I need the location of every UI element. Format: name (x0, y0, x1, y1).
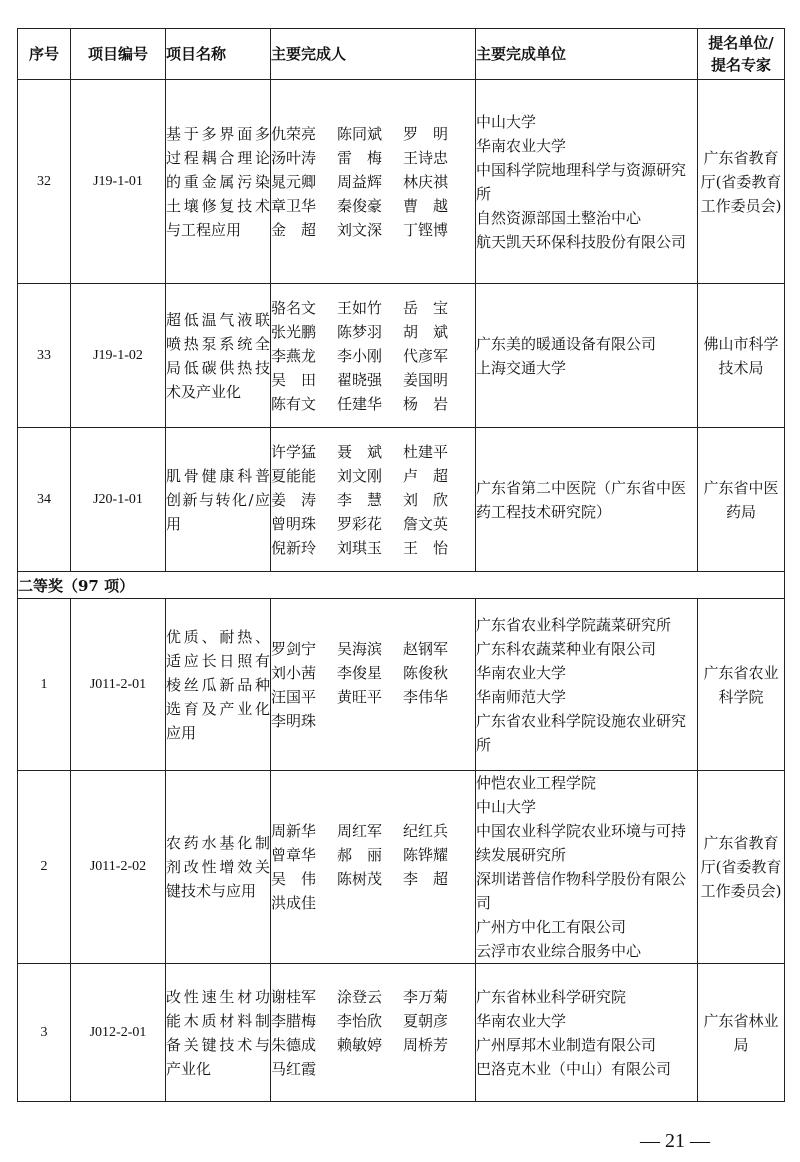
contributor-name: 赵钢军 (403, 639, 449, 658)
unit-name: 广州方中化工有限公司 (476, 918, 627, 936)
unit-name: 自然资源部国土整治中心 (476, 208, 642, 227)
contributor-name: 吴 伟 (271, 870, 317, 888)
row-number: 3 (18, 964, 71, 1102)
unit-name: 中国农业科学院农业环境与可持续发展研究所 (476, 822, 687, 864)
contributor-name: 纪红兵 (403, 822, 449, 840)
contributor-name: 汤叶涛 (271, 148, 317, 167)
unit-name: 广东省林业科学研究院 (476, 987, 627, 1006)
section-title: 二等奖（97 项） (18, 572, 785, 599)
contributor-name: 李小刚 (337, 346, 383, 365)
contributor-name: 秦俊豪 (337, 196, 383, 215)
contributor-name: 章卫华 (271, 196, 317, 215)
main-contributors (271, 284, 476, 428)
unit-name: 上海交通大学 (476, 358, 567, 377)
main-units (476, 284, 698, 428)
contributor-name: 李怡欣 (337, 1011, 383, 1030)
contributor-name: 詹文英 (403, 514, 449, 533)
table-row (18, 284, 785, 428)
contributor-name: 罗剑宁 (271, 639, 317, 658)
contributor-name: 杨 岩 (403, 394, 449, 413)
contributor-name: 李燕龙 (271, 346, 317, 365)
contributor-name: 罗 明 (403, 124, 449, 143)
project-code: J19-1-01 (71, 80, 166, 284)
contributor-name: 王 怡 (403, 538, 449, 557)
contributor-name: 刘 欣 (403, 490, 449, 509)
header-nominator-line2: 提名专家 (710, 56, 771, 74)
contributor-name: 张光鹏 (271, 322, 317, 341)
contributor-name: 陈铧耀 (403, 846, 449, 864)
contributor-name: 谢桂军 (271, 987, 317, 1006)
unit-name: 华南农业大学 (476, 663, 567, 682)
table-row (18, 428, 785, 572)
contributor-name: 黄旺平 (337, 687, 383, 706)
contributor-name: 吴 田 (271, 370, 317, 389)
contributor-name: 周红军 (337, 822, 383, 840)
project-name: 肌骨健康科普创新与转化/应用 (166, 428, 271, 572)
table-row (18, 964, 785, 1102)
project-code: J011-2-01 (71, 599, 166, 771)
contributor-name: 岳 宝 (403, 298, 449, 317)
unit-name: 中国科学院地理科学与资源研究所 (476, 160, 687, 203)
table-row (18, 80, 785, 284)
project-code: J012-2-01 (71, 964, 166, 1102)
contributor-name: 聂 斌 (337, 442, 383, 461)
contributor-name: 林庆祺 (403, 172, 449, 191)
contributor-name: 曹 越 (403, 196, 449, 215)
contributor-name: 李明珠 (271, 711, 317, 730)
contributor-name: 周新华 (271, 822, 317, 840)
row-number: 2 (18, 771, 71, 964)
main-units (476, 599, 698, 771)
main-contributors (271, 428, 476, 572)
contributor-name: 陈树茂 (337, 870, 383, 888)
unit-name: 华南农业大学 (476, 1011, 567, 1030)
main-units (476, 771, 698, 964)
contributor-name: 姜 涛 (271, 490, 317, 509)
nominator: 广东省教育厅(省委教育工作委员会) (698, 771, 785, 964)
contributor-name: 陈俊秋 (403, 663, 449, 682)
contributor-name: 李俊星 (337, 663, 383, 682)
contributor-name: 周益辉 (337, 172, 383, 191)
header-no: 序号 (18, 29, 71, 80)
contributor-name: 曾章华 (271, 846, 317, 864)
contributor-name: 仇荣亮 (271, 124, 317, 143)
contributor-name: 曾明珠 (271, 514, 317, 533)
contributor-name: 李伟华 (403, 687, 449, 706)
section-row (18, 572, 785, 599)
contributor-name: 卢 超 (403, 466, 449, 485)
header-nominator (698, 29, 785, 80)
main-units (476, 428, 698, 572)
unit-name: 航天凯天环保科技股份有限公司 (476, 232, 687, 251)
contributor-name: 翟晓强 (337, 370, 383, 389)
contributor-name: 刘小茜 (271, 663, 317, 682)
contributor-name: 罗彩花 (337, 514, 383, 533)
main-contributors (271, 771, 476, 964)
project-code: J19-1-02 (71, 284, 166, 428)
contributor-name: 倪新玲 (271, 538, 317, 557)
header-name: 项目名称 (166, 29, 271, 80)
unit-name: 云浮市农业综合服务中心 (476, 942, 642, 960)
contributor-name: 夏能能 (271, 466, 317, 485)
contributor-name: 姜国明 (403, 370, 449, 389)
contributor-name: 任建华 (337, 394, 383, 413)
unit-name: 广东科农蔬菜种业有限公司 (476, 639, 657, 658)
unit-name: 广州厚邦木业制造有限公司 (476, 1035, 657, 1054)
project-name: 基于多界面多过程耦合理论的重金属污染土壤修复技术与工程应用 (166, 80, 271, 284)
contributor-name: 赖敏婷 (337, 1035, 383, 1054)
contributor-name: 李万菊 (403, 987, 449, 1006)
project-name: 农药水基化制剂改性增效关键技术与应用 (166, 771, 271, 964)
contributor-name: 金 超 (271, 220, 317, 239)
unit-name: 中山大学 (476, 112, 537, 131)
project-name: 改性速生材功能木质材料制备关键技术与产业化 (166, 964, 271, 1102)
contributor-name: 胡 斌 (403, 322, 449, 341)
contributor-name: 汪国平 (271, 687, 317, 706)
unit-name: 华南师范大学 (476, 687, 567, 706)
project-name: 优质、耐热、适应长日照有棱丝瓜新品种选育及产业化应用 (166, 599, 271, 771)
contributor-name: 王诗忠 (403, 148, 449, 167)
main-contributors (271, 964, 476, 1102)
row-number: 34 (18, 428, 71, 572)
table-row (18, 599, 785, 771)
unit-name: 广东美的暖通设备有限公司 (476, 334, 657, 353)
row-number: 1 (18, 599, 71, 771)
contributor-name: 骆名文 (271, 298, 317, 317)
awards-table (17, 28, 785, 1102)
contributor-name: 郝 丽 (337, 846, 383, 864)
contributor-name: 李 慧 (337, 490, 383, 509)
unit-name: 广东省农业科学院设施农业研究所 (476, 711, 687, 754)
contributor-name: 吴海滨 (337, 639, 383, 658)
contributor-name: 夏朝彦 (403, 1011, 449, 1030)
contributor-name: 许学猛 (271, 442, 317, 461)
project-code: J011-2-02 (71, 771, 166, 964)
section-rows (18, 572, 785, 599)
row-number: 32 (18, 80, 71, 284)
contributor-name: 李 超 (403, 870, 449, 888)
contributor-name: 洪成佳 (271, 894, 317, 912)
contributor-name: 李腊梅 (271, 1011, 317, 1030)
header-row (18, 29, 785, 80)
contributor-name: 刘文刚 (337, 466, 383, 485)
main-units (476, 80, 698, 284)
contributor-name: 王如竹 (337, 298, 383, 317)
table-row (18, 771, 785, 964)
first-prize-rows (18, 80, 785, 572)
unit-name: 深圳诺普信作物科学股份有限公司 (476, 870, 687, 912)
nominator: 佛山市科学技术局 (698, 284, 785, 428)
contributor-name: 朱德成 (271, 1035, 317, 1054)
contributor-name: 陈同斌 (337, 124, 383, 143)
row-number: 33 (18, 284, 71, 428)
contributor-name: 马红霞 (271, 1059, 317, 1078)
nominator: 广东省教育厅(省委教育工作委员会) (698, 80, 785, 284)
contributor-name: 晁元卿 (271, 172, 317, 191)
nominator: 广东省中医药局 (698, 428, 785, 572)
nominator: 广东省林业局 (698, 964, 785, 1102)
contributor-name: 雷 梅 (337, 148, 383, 167)
nominator: 广东省农业科学院 (698, 599, 785, 771)
contributor-name: 周桥芳 (403, 1035, 449, 1054)
main-units (476, 964, 698, 1102)
header-nominator-line1: 提名单位/ (708, 34, 774, 52)
project-code: J20-1-01 (71, 428, 166, 572)
contributor-name: 代彦军 (403, 346, 449, 365)
contributor-name: 丁铿博 (403, 220, 449, 239)
unit-name: 仲恺农业工程学院 (476, 774, 597, 792)
unit-name: 华南农业大学 (476, 136, 567, 155)
contributor-name: 陈有文 (271, 394, 317, 413)
unit-name: 巴洛克木业（中山）有限公司 (476, 1059, 672, 1078)
unit-name: 广东省农业科学院蔬菜研究所 (476, 615, 672, 634)
unit-name: 广东省第二中医院（广东省中医药工程技术研究院） (476, 478, 687, 521)
header-code: 项目编号 (71, 29, 166, 80)
contributor-name: 刘文深 (337, 220, 383, 239)
main-contributors (271, 599, 476, 771)
page-number: — 21 — (640, 1130, 710, 1152)
contributor-name: 刘琪玉 (337, 538, 383, 557)
project-name: 超低温气液联喷热泵系统全局低碳供热技术及产业化 (166, 284, 271, 428)
header-people: 主要完成人 (271, 29, 476, 80)
contributor-name: 陈梦羽 (337, 322, 383, 341)
contributor-name: 涂登云 (337, 987, 383, 1006)
main-contributors (271, 80, 476, 284)
second-prize-rows (18, 599, 785, 1102)
header-units: 主要完成单位 (476, 29, 698, 80)
unit-name: 中山大学 (476, 798, 537, 816)
contributor-name: 杜建平 (403, 442, 449, 461)
